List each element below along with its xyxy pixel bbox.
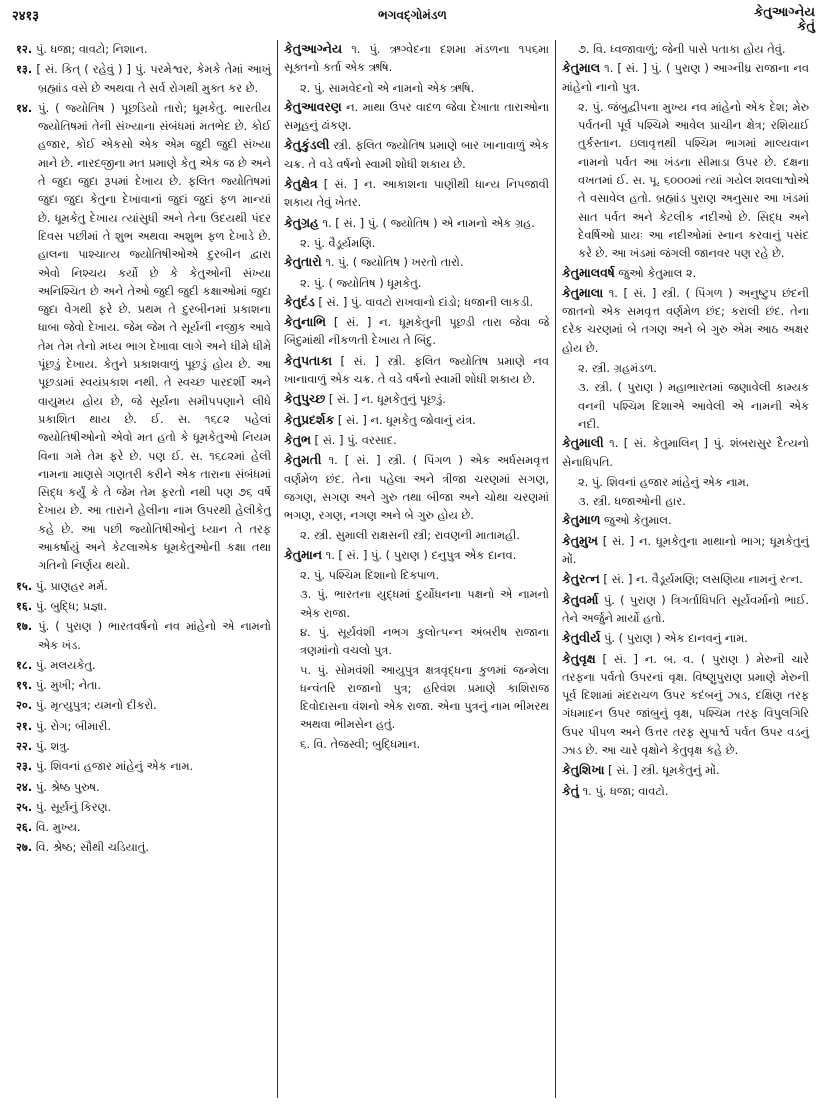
sense-number: १७. (16, 619, 33, 634)
sense-text: પું. બુદ્ધિ; પ્રજ્ઞા. (35, 598, 108, 613)
sub-sense: ૨. સ્ત્રી. સુમાલી રાક્ષસની સ્ત્રી; રાવણની માતામહી. (300, 528, 520, 543)
numbered-sense (16, 99, 271, 575)
dictionary-entry (284, 546, 549, 564)
dictionary-entry (284, 136, 549, 173)
dictionary-entry (562, 782, 809, 800)
sub-sense: ૫. પું. સોમવંશી આયુપુત્ર ક્ષત્રવૃદ્ધના કુળમાં જન્મેલા ધન્વંતરિ રાજાનો પુત્ર; હરિવંશ પ્રમાણે કાશિરાજ દિવોદાસના વંશનો એક રાજા. એના પુત્રનું નામ ભીમરથ અથવા ભીમસેન હતું. (300, 662, 549, 732)
headword: કેતું (562, 782, 579, 798)
headword: કેતુમાલી (562, 435, 604, 451)
guide-word-last: કેતું (797, 19, 815, 34)
numbered-sense (16, 597, 271, 615)
column-1 (10, 40, 278, 1098)
definition-text: ૧. પું. ( જ્યોતિષ ) ખરતો તારો. (325, 255, 464, 270)
page-number: २४१३ (12, 9, 40, 24)
headword: કેતુપ્રદર્શક (284, 411, 335, 427)
sense-number: २१. (16, 718, 33, 733)
dictionary-entry (562, 434, 809, 471)
numbered-sense (16, 818, 271, 836)
dictionary-entry (562, 532, 809, 569)
sense-number: १८. (16, 657, 33, 672)
definition-text: [ સં. ] પું. વરસાદ. (314, 432, 397, 447)
headword: કેતુક્ષેત્ર (284, 176, 318, 192)
numbered-sense (16, 798, 271, 816)
page-header (10, 6, 815, 40)
dictionary-entry (284, 390, 549, 408)
numbered-sense (16, 577, 271, 595)
numbered-sense (16, 838, 271, 856)
sub-sense: ૨. પું. વૈડૂર્યમણિ. (300, 235, 376, 250)
dictionary-entry (562, 591, 809, 628)
sub-sense: ૨. સ્ત્રી. ગ્રહમંડળ. (578, 361, 657, 376)
definition-text: ૧. [ સં. ] પું. ( જ્યોતિષ ) એ નામનો એક ગ્રહ. (322, 215, 535, 230)
sense-text: પું. શિવનાં હજાર માંહેનું એક નામ. (35, 759, 194, 774)
dictionary-entry (562, 59, 809, 96)
headword: કેતુશિખા (562, 762, 605, 778)
sense-number: २३. (16, 759, 33, 774)
sense-text: પું. ધજા; વાવટો; નિશાન. (35, 42, 148, 56)
definition-text: [ સં. ] પું. વાવટો રાખવાનો દાંડો; ધજાની લાકડી. (318, 294, 534, 309)
headword: કેતુગ્રહ (284, 214, 319, 230)
headword: કેતુમતી (284, 452, 322, 468)
definition-text: પું. ( પુરાણ ) ત્રિગર્તાધિપતિ સૂર્યવર્માનો ભાઈ. તેને અર્જુને માર્યો હતો. (562, 592, 810, 625)
sense-text: પું. મુખી; નેતા. (35, 678, 102, 693)
definition-text: જુઓ કેતુમાલ. (604, 513, 672, 528)
definition-text: ન. માથા ઉપર વાદળ જેવા દેખાતા તારાઓના સમૂહનું ઢાંકણ. (284, 99, 550, 133)
dictionary-entry (284, 98, 549, 135)
headword: કેતુભ (284, 431, 311, 447)
headword: કેતુવૃક્ષ (562, 650, 596, 666)
numbered-sense (16, 617, 271, 654)
sub-sense: ૨. પું. જંબુદ્વીપના મુખ્ય નવ માંહેનો એક દેશ; મેરુ પર્વતની પૂર્વ પશ્ચિમે આવેલ પ્રાચીન ક્ષેત્ર; રશિયાઈ તુર્કસ્તાન. ઇલાવૃત્તથી પશ્ચિમ ભાગમાં માલ્યવાન નામનો પર્વત આ ખંડના સીમાડા ઉપર છે. દક્ષના વખતમાં ઈ. સ. પૂ. ૬૦૦૦માં ત્યાં ગયેલ શવલાશ્વોએ તે વસાવેલ હતો. બ્રહ્માંડ પુરાણ અનુસાર આ ખંડમાં સાત પર્વત અને કેટલીક નદીઓ છે. સિદ્ધ અને દેવર્ષિઓ પ્રાયઃ આ નદીઓમાં સ્નાન કરવાનું પસંદ કરે છે. આ ખંડમાં જંગલી જાનવર પણ રહે છે. (578, 99, 809, 261)
sense-text: પું. મૃત્યુપુત્ર; યમનો દીકરો. (35, 698, 157, 713)
definition-text: [ સં. ] સ્ત્રી. ધૂમકેતુનું મોં. (608, 763, 720, 778)
numbered-sense (16, 40, 271, 58)
column-3 (556, 40, 815, 1098)
dictionary-entry (562, 264, 809, 282)
definition-text: [ સં. ] ન. ધૂમકેતુની પૂછડી તારા જેવા જે બિંદુમાંથી નીકળતી દેખાય તે બિંદુ. (284, 315, 549, 348)
numbered-sense (16, 676, 271, 694)
definition-text: ૧. પું. ધજા; વાવટો. (582, 783, 669, 798)
sub-sense: ૨. પું. પશ્ચિમ દિશાનો દિક્પાળ. (300, 568, 440, 583)
headword: કેતુમાલા (562, 284, 604, 300)
numbered-sense (16, 60, 271, 97)
headword: કેતુમાળ (562, 512, 601, 528)
definition-text: ૧. પું. ઋગ્વેદના દશમા મંડળના ૧૫૬મા સૂક્તનો કર્તા એક ઋષિ. (284, 42, 550, 75)
sense-text: વિ. શ્રેષ્ઠ; સૌથી ચડિયાતું. (35, 840, 149, 855)
numbered-sense (16, 737, 271, 755)
sense-text: પું. રોગ; બીમારી. (35, 718, 111, 733)
headword: કેતુવર્મા (562, 591, 599, 607)
sense-number: १३. (16, 62, 33, 77)
numbered-sense (16, 696, 271, 714)
sub-sense: ૩. સ્ત્રી. ( પુરાણ ) મહાભારતમાં જણાવેલી કામ્યક વનની પશ્ચિમ દિશાએ આવેલી એ નામની એક નદી. (578, 380, 809, 431)
headword: કેતુપતાકા (284, 352, 333, 368)
sense-number: १२. (16, 42, 33, 56)
dictionary-entry (284, 175, 549, 212)
sense-number: १६. (16, 598, 33, 613)
sub-sense: ૬. વિ. તેજસ્વી; બુદ્ધિમાન. (300, 736, 421, 751)
dictionary-entry (562, 511, 809, 529)
dictionary-entry (562, 629, 809, 647)
definition-text: [ સં. ] ન. ધૂમકેતુનું પૂછડું. (328, 392, 446, 407)
sense-number: २२. (16, 738, 33, 753)
sub-sense: ૨. પું. સામવેદનો એ નામનો એક ઋષિ. (300, 80, 475, 95)
definition-text: [ સં. ] ન. ધૂમકેતુના માથાનો ભાગ; ધૂમકેતુનું મોં. (562, 533, 810, 567)
headword: કેતુદંડ (284, 293, 315, 309)
dictionary-entry (284, 451, 549, 524)
sense-text: પું. શ્રેષ્ઠ પુરુષ. (35, 779, 100, 794)
definition-text: ૧. [ સં. ] સ્ત્રી. ( પિંગળ ) એક અર્ધસમવૃત્ત વર્ણમેળ છંદ. તેના પહેલા અને ત્રીજા ચરણમાં સગણ, જગણ, સગણ અને ગુરુ તથા બીજા અને ચોથા ચરણમાં ભગણ, રગણ, નગણ અને બે ગુરુ હોય છે. (284, 453, 549, 523)
dictionary-entry (284, 431, 549, 449)
dictionary-entry (284, 253, 549, 271)
sense-text: પું. મલયકેતુ. (35, 657, 96, 672)
headword: કેતુમાન (284, 546, 322, 562)
headword: કેતુપુચ્છ (284, 391, 326, 407)
dictionary-entry (562, 570, 809, 588)
headword: કેતુમાલવર્ષ (562, 264, 615, 280)
numbered-sense (16, 778, 271, 796)
definition-text: [ સં. ] ન. આકાશના પાણીથી ધાન્ય નિપજાવી શકાય તેવું ખેતર. (284, 177, 550, 210)
dictionary-entry (562, 284, 809, 357)
sub-sense: ૨. પું. ( જ્યોતિષ ) ધૂમકેતુ. (300, 275, 422, 290)
sense-number: १५. (16, 578, 33, 593)
numbered-sense (16, 656, 271, 674)
sense-number: २७. (16, 840, 33, 855)
headword: કેતુમાલ (562, 60, 601, 76)
sense-number: २५. (16, 799, 33, 814)
dictionary-entry (562, 761, 809, 779)
headword: કેતુઆગ્નેય (284, 41, 343, 56)
definition-text: સ્ત્રી. ફલિત જ્યોતિષ પ્રમાણે બાર ખાનાવાળું એક ચક્ર. તે વડે વર્ષનો સ્વામી શોધી શકાય છે. (284, 138, 549, 171)
headword: કેતુઆવરણ (284, 98, 342, 114)
dictionary-entry (284, 214, 549, 232)
sense-text: [ સં. કિત્ ( રહેવું ) ] પું. પરમેશ્વર, કેમકે તેમાં આખું બ્રહ્માંડ વસે છે અથવા તે સર્વ રોગથી મુક્ત કર છે. (36, 62, 271, 95)
definition-text: જુઓ કેતુમાલ ૨. (618, 265, 697, 280)
dictionary-entry (284, 313, 549, 350)
sense-number: १९. (16, 678, 33, 693)
dictionary-entry (284, 352, 549, 389)
book-title: ભગવદ્ગોમંડળ (378, 8, 447, 22)
dictionary-entry (562, 650, 809, 760)
definition-text: [ સં. ] ન. બ. વ. ( પુરાણ ) મેરુની ચારે તરફના પર્વતો ઉપરનાં વૃક્ષ. વિષ્ણુપુરાણ પ્રમાણે મેરુની પૂર્વ દિશામાં મંદરાચળ ઉપર કદંબનું ઝાડ, દક્ષિણ તરફ ગંધમાદન ઉપર જાંબુનું વૃક્ષ, પશ્ચિમ તરફ વિપુલગિરિ ઉપર પીપળ અને ઉત્તર તરફ સુપાર્શ્વ પર્વત ઉપર વડનું ઝાડ છે. આ ચારે વૃક્ષોને કેતુવૃક્ષ કહે છે. (562, 651, 810, 757)
definition-text: ૧. [ સં. ] પું. ( પુરાણ ) આગ્નીધ્ર રાજાના નવ માંહેનો નાનો પુત્ર. (562, 61, 809, 94)
dictionary-entry (284, 40, 549, 77)
numbered-sense (16, 717, 271, 735)
headword: કેતુકુંડલી (284, 137, 330, 153)
sense-text: પું. ( પુરાણ ) ભારતવર્ષનો નવ માંહેનો એ નામનો એક ખંડ. (38, 619, 271, 652)
definition-text: ૧. [ સં. કેતુમાલિન્ ] પું. શંબરાસુર દૈત્યનો સેનાધિપતિ. (562, 436, 809, 469)
definition-text: પું. ( પુરાણ ) એક દાનવનું નામ. (604, 631, 748, 646)
headword: કેતુતારો (284, 254, 322, 270)
definition-text: [ સં. ] ન. ધૂમકેતુ જોવાનું યંત્ર. (337, 412, 476, 427)
definition-text: ૧. [ સં. ] પું. ( પુરાણ ) દનુપુત્ર એક દાનવ. (325, 547, 517, 562)
headword: કેતુવીર્ય (562, 630, 601, 646)
sub-sense: ૩. પું. ભારતના યુદ્ધમાં દુર્યોધનના પક્ષનો એ નામનો એક રાજા. (300, 587, 549, 620)
sense-text: પું. શત્રુ. (35, 738, 70, 753)
columns (10, 40, 815, 1098)
numbered-sense (16, 757, 271, 775)
sub-sense: ૪. પું. સૂર્યવંશી નભગ કુલોત્પન્ન અંબરીષ રાજાના ત્રણમાંનો વચલો પુત્ર. (300, 624, 549, 658)
sense-number: १४. (16, 100, 33, 115)
dictionary-entry (284, 293, 549, 311)
headword: કેતુમુખ (562, 532, 598, 548)
sub-sense: ૩. સ્ત્રી. ધજાઓની હાર. (578, 494, 686, 509)
definition-text: ૧. [ સં. ] સ્ત્રી. ( પિંગળ ) અનુષ્ટુપ છંદની જાતનો એક સમવૃત્ત વર્ણમેળ છંદ; કરાલી છંદ. તેના દરેક ચરણમાં બે તગણ અને બે ગુરુ એમ આઠ અક્ષર હોય છે. (562, 285, 809, 355)
headword: કેતુરત્ન (562, 571, 600, 587)
sense-number: २६. (16, 820, 33, 835)
sub-sense: ૨. પું. શિવનાં હજાર માંહેનું એક નામ. (578, 474, 750, 489)
column-2 (278, 40, 556, 1098)
headword: કેતુનાભિ (284, 314, 326, 330)
sense-text: પું. પ્રાણહર મર્મ. (35, 578, 108, 593)
dictionary-entry (284, 411, 549, 429)
sense-text: પું. સૂર્યનું કિરણ. (35, 799, 112, 814)
definition-text: [ સં. ] ન. વૈડૂર્યમણિ; લસણિયા નામનું રત્ન. (603, 572, 803, 587)
sub-sense: ૭. વિ. ધ્વજાવાળું; જેની પાસે પતાકા હોય તેવું. (578, 42, 786, 56)
sense-number: २०. (16, 698, 33, 713)
definition-text: [ સં. ] સ્ત્રી. ફલિત જ્યોતિષ પ્રમાણે નવ ખાનાવાળું એક ચક્ર. તે વડે વર્ષનો સ્વામી શોધી શકાય છે. (284, 353, 549, 387)
sense-number: २४. (16, 779, 33, 794)
sense-text: પું. ( જ્યોતિષ ) પૂછડિયો તારો; ધૂમકેતુ. ભારતીય જ્યોતિષમાં તેની સંખ્યાના સંબંધમાં મતભેદ છે. કોઈ હજાર, કોઈ એકસો એક એમ જુદી જુદી સંખ્યા માને છે. નારદજીના મત પ્રમાણે કેતુ એક જ છે અને તે જુદા જુદા રૂપમાં દેખાય છે. ફલિત જ્યોતિષમાં જુદા જુદા કેતુના દેખાવાનાં જુદાં જુદાં ફળ માન્યાં છે. ધૂમકેતુ દેખાય ત્યાંસુધી અને તેના ઉદયથી પંદર દિવસ પછીમાં તે શુભ અથવા અશુભ ફળ દેખાડે છે. હાલના પાશ્ચાત્ય જ્યોતિષીઓએ દુરબીન દ્વારા એવો નિશ્ચય કર્યો છે કે કેતુઓની સંખ્યા અનિશ્ચિત છે અને તેઓ જુદી જુદી કક્ષાઓમાં જુદા જુદા વેગથી ફરે છે. પ્રથમ તે દુરબીનમાં પ્રકાશના ધાબા જેવો દેખાય. જેમ જેમ તે સૂર્યની નજીક આવે તેમ તેમ તેનો મધ્ય ભાગ દેખાવા લાગે અને ધીમે ધીમે પૂંછડું દેખાય. કેતુને પ્રકાશવાળું પૂછડું હોય છે. આ પૂછડામાં સ્વયંપ્રકાશ નથી. તે સ્વચ્છ પારદર્શી અને વાયુમય હોય છે, જે સૂર્યના સમીપપણાને લીધે પ્રકાશિત થાય છે. ઈ. સ. ૧૬૮૨ પહેલાં જ્યોતિષીઓનો એવો મત હતો કે ધૂમકેતુઓ નિયમ વિના ગમે તેમ ફરે છે. પણ ઈ. સ. ૧૬૮૨માં હેલી નામના માણસે ગણતરી કરીને એક તારાના સંબંધમાં સિદ્ધ કર્યું કે તે જેમ તેમ ફરતો નથી પણ ૭૬ વર્ષે દેખાય છે. આ તારાને હેલીના નામ ઉપરથી હેલીકેતુ કહે છે. આ પછી જ્યોતિષીઓનું ધ્યાન તે તરફ આકર્ષાયું અને કેટલાએક ધૂમકેતુઓની કક્ષા તથા ગતિનો નિર્ણય થયો. (38, 100, 272, 573)
guide-word-first: કેતુઆગ્નેય (754, 5, 815, 20)
sense-text: વિ. મુખ્ય. (35, 820, 81, 835)
